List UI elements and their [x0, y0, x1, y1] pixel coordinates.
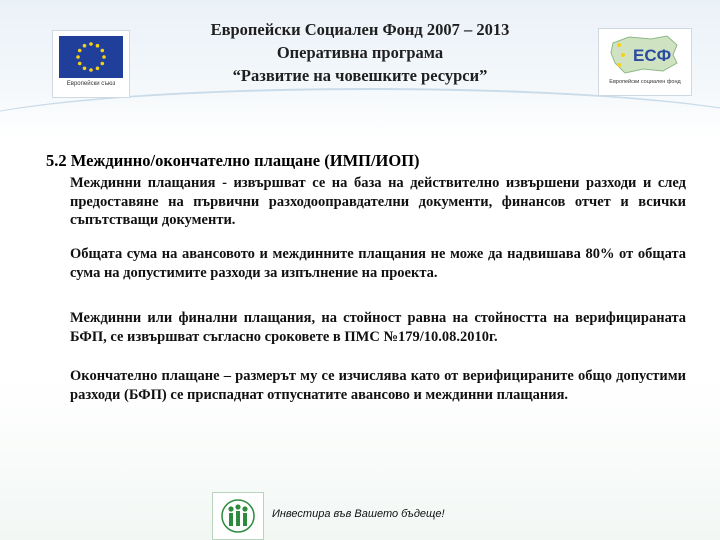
eu-logo	[52, 30, 130, 98]
esf-logo	[598, 28, 692, 96]
eu-flag-icon	[59, 36, 123, 78]
esf-logo-caption: Европейски социален фонд	[609, 79, 681, 85]
slide-header	[0, 0, 720, 112]
title-line-3: “Развитие на човешките ресурси”	[232, 66, 488, 85]
title-line-1: Европейски Социален Фонд 2007 – 2013	[210, 20, 510, 39]
paragraph-payment-limit: Общата сума на авансовото и междинните плащания не може да надвишава 80% от общата сума на допустимите разходи за изпълнение на проекта.	[70, 246, 686, 281]
people-icon	[213, 493, 263, 539]
paragraph-interim-payments: Междинни плащания - извършват се на база на действително извършени разходи и след предоставяне на първични разходооправдателни документи, финансов отчет и всички съпътстващи документи.	[70, 175, 686, 228]
esf-logo-text: ЕСФ	[633, 46, 672, 65]
eu-logo-caption: Европейски съюз	[66, 81, 116, 87]
footer-slogan: Инвестира във Вашето бъдеще!	[272, 508, 445, 520]
programme-title	[150, 18, 570, 87]
title-line-2: Оперативна програма	[276, 43, 444, 62]
section-heading: 5.2 Междинно/окончателно плащане (ИМП/ИОП)	[46, 151, 420, 170]
paragraph-payment-deadlines: Междинни или финални плащания, на стойност равна на стойността на верифицираната БФП, се извършват съгласно сроковете в ПМС №179/10.08.2010г.	[70, 310, 686, 345]
footer-programme-logo	[212, 492, 264, 540]
paragraph-final-payment: Окончателно плащане – размерът му се изчислява като от верифицираните общо допустими разходи (БФП) се приспаднат отпуснатите авансово и междинни плащания.	[70, 368, 686, 403]
esf-map-icon	[607, 33, 683, 75]
